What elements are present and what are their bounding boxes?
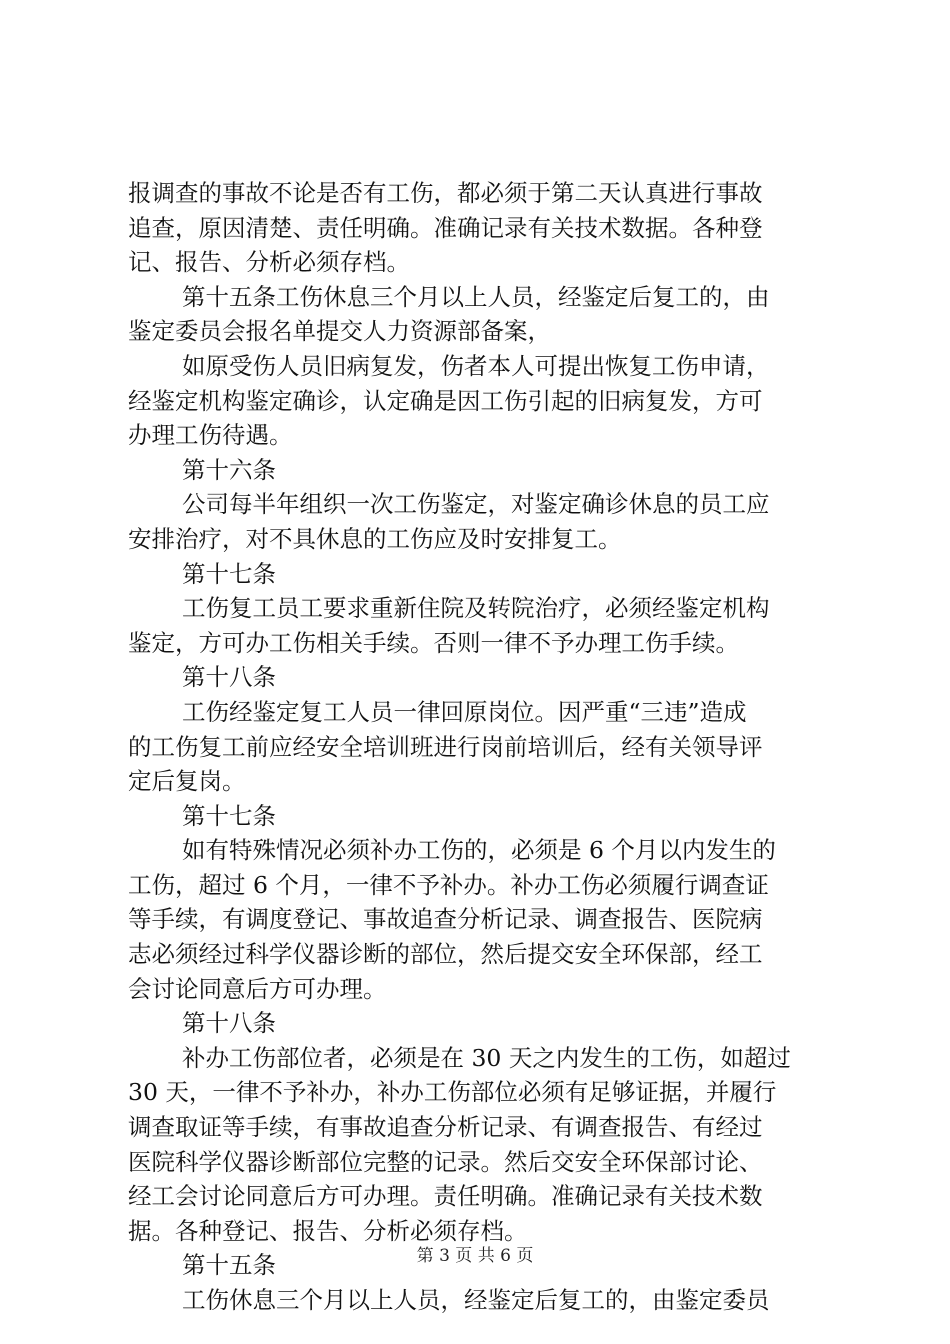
text-line: 经工会讨论同意后方可办理。责任明确。准确记录有关技术数 xyxy=(128,1182,763,1211)
text-line: 补办工伤部位者，必须是在 30 天之内发生的工伤，如超过 xyxy=(182,1043,791,1072)
text-line: 调查取证等手续，有事故追查分析记录、有调查报告、有经过 xyxy=(128,1113,763,1142)
text-line: 第十五条 xyxy=(182,1251,276,1280)
text-line: 第十八条 xyxy=(182,663,276,692)
text-line: 第十五条工伤休息三个月以上人员，经鉴定后复工的，由 xyxy=(182,282,770,311)
text-line: 医院科学仪器诊断部位完整的记录。然后交安全环保部讨论、 xyxy=(128,1147,763,1176)
text-line: 第十七条 xyxy=(182,559,276,588)
text-line: 据。各种登记、报告、分析必须存档。 xyxy=(128,1216,528,1245)
text-line: 会讨论同意后方可办理。 xyxy=(128,974,387,1003)
text-line: 第十八条 xyxy=(182,1009,276,1038)
text-line: 报调查的事故不论是否有工伤，都必须于第二天认真进行事故 xyxy=(128,179,763,207)
text-line: 追查，原因清楚、责任明确。准确记录有关技术数据。各种登 xyxy=(128,213,763,242)
page-footer: 第 3 页 共 6 页 xyxy=(416,1246,534,1266)
text-line: 公司每半年组织一次工伤鉴定，对鉴定确诊休息的员工应 xyxy=(182,490,770,519)
text-line: 如有特殊情况必须补办工伤的，必须是 6 个月以内发生的 xyxy=(182,836,776,865)
text-line: 志必须经过科学仪器诊断的部位，然后提交安全环保部，经工 xyxy=(128,940,763,969)
text-line: 工伤复工员工要求重新住院及转院治疗，必须经鉴定机构 xyxy=(182,594,770,623)
text-line: 记、报告、分析必须存档。 xyxy=(128,248,410,277)
document-body xyxy=(128,176,832,1318)
text-line: 工伤，超过 6 个月，一律不予补办。补办工伤必须履行调查证 xyxy=(128,870,769,899)
text-line: 第十六条 xyxy=(182,455,276,484)
text-line: 工伤经鉴定复工人员一律回原岗位。因严重“三违”造成 xyxy=(182,697,747,726)
text-line: 30 天，一律不予补办，补办工伤部位必须有足够证据，并履行 xyxy=(128,1078,777,1107)
text-line: 第十七条 xyxy=(182,801,276,830)
text-line: 办理工伤待遇。 xyxy=(128,421,293,450)
text-line: 如原受伤人员旧病复发，伤者本人可提出恢复工伤申请， xyxy=(182,351,770,380)
text-line: 的工伤复工前应经安全培训班进行岗前培训后，经有关领导评 xyxy=(128,732,763,761)
text-line: 安排治疗，对不具休息的工伤应及时安排复工。 xyxy=(128,524,622,553)
text-line: 鉴定委员会报名单提交人力资源部备案， xyxy=(128,317,551,346)
text-line: 鉴定，方可办工伤相关手续。否则一律不予办理工伤手续。 xyxy=(128,628,739,657)
text-line: 工伤休息三个月以上人员，经鉴定后复工的，由鉴定委员 xyxy=(182,1286,770,1314)
text-line: 等手续，有调度登记、事故追查分析记录、调查报告、医院病 xyxy=(128,905,763,934)
text-line: 定后复岗。 xyxy=(128,767,246,796)
text-line: 经鉴定机构鉴定确诊，认定确是因工伤引起的旧病复发，方可 xyxy=(128,386,763,415)
